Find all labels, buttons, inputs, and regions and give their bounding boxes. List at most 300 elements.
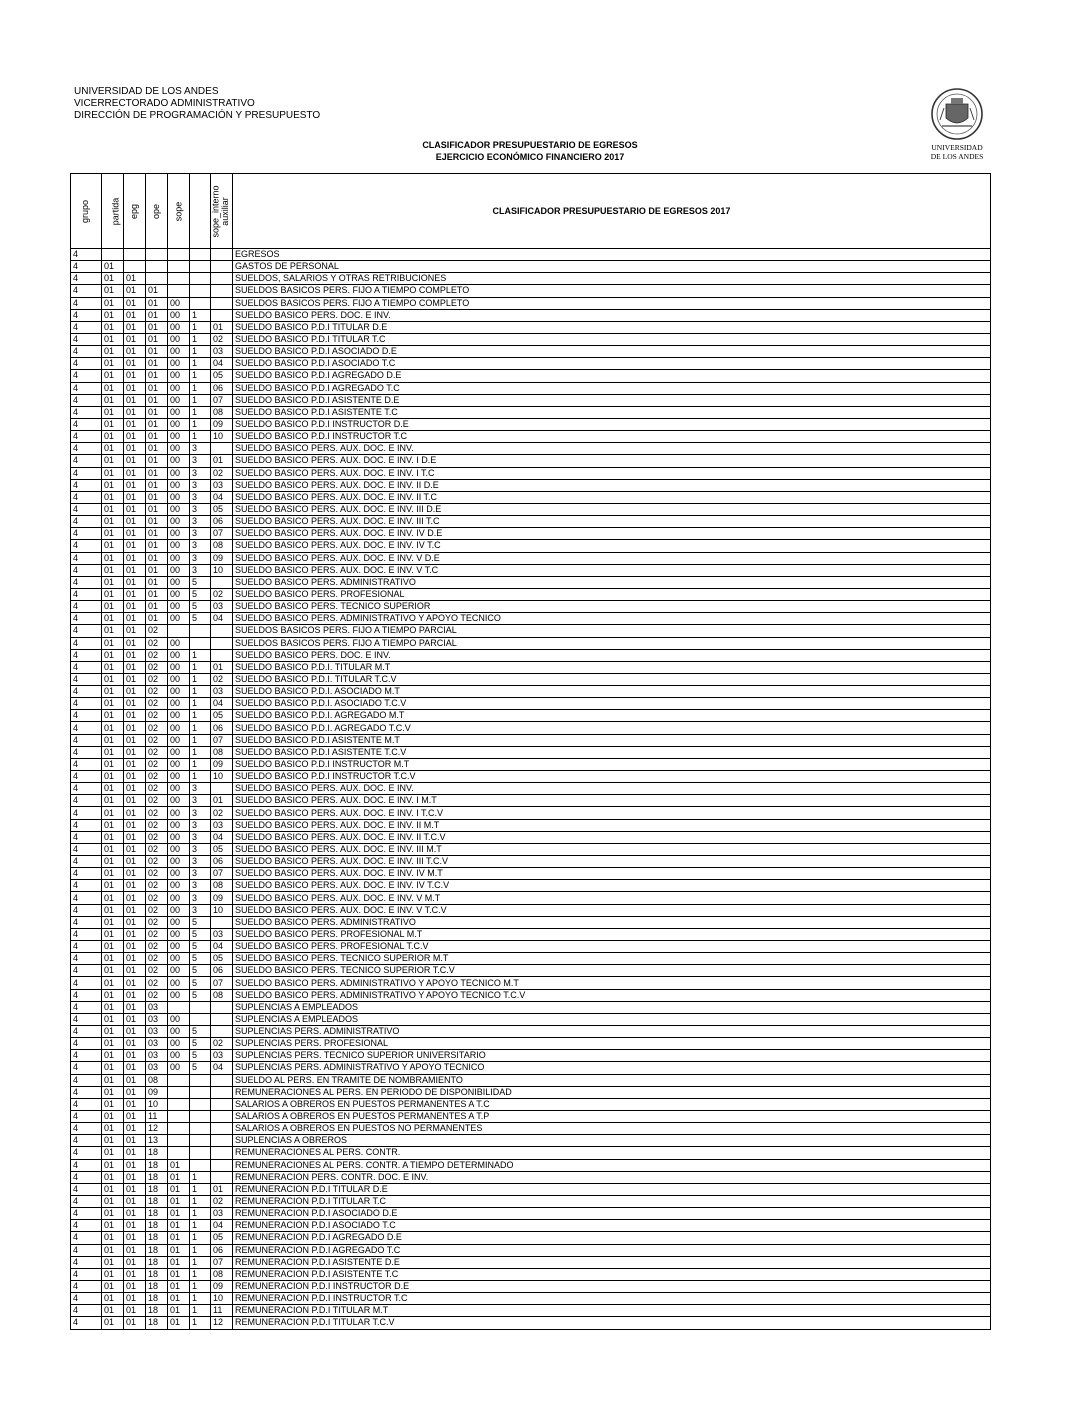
cell-epg: 01	[124, 333, 146, 345]
table-row	[71, 1001, 991, 1013]
cell-epg: 01	[124, 625, 146, 637]
cell-auxiliar: 02	[211, 333, 233, 345]
cell-epg: 01	[124, 1208, 146, 1220]
cell-auxiliar	[211, 285, 233, 297]
cell-auxiliar	[211, 1123, 233, 1135]
cell-auxiliar	[211, 249, 233, 261]
cell-epg: 01	[124, 1062, 146, 1074]
cell-description: SUPLENCIAS A EMPLEADOS	[233, 1001, 991, 1013]
cell-partida: 01	[102, 843, 124, 855]
cell-auxiliar	[211, 1147, 233, 1159]
cell-sope-interno: 1	[190, 686, 211, 698]
table-row	[71, 613, 991, 625]
cell-sope-interno: 1	[190, 734, 211, 746]
cell-sope-interno: 3	[190, 783, 211, 795]
cell-description: SUELDO BASICO PERS. ADMINISTRATIVO Y APOYO TECNICO	[233, 613, 991, 625]
cell-ope: 01	[146, 588, 168, 600]
cell-grupo: 4	[71, 1195, 102, 1207]
cell-sope: 00	[168, 443, 190, 455]
cell-sope: 00	[168, 734, 190, 746]
cell-sope: 00	[168, 576, 190, 588]
cell-epg: 01	[124, 1232, 146, 1244]
cell-partida: 01	[102, 1013, 124, 1025]
cell-partida: 01	[102, 491, 124, 503]
cell-partida: 01	[102, 564, 124, 576]
cell-grupo: 4	[71, 868, 102, 880]
cell-grupo: 4	[71, 333, 102, 345]
cell-auxiliar	[211, 1159, 233, 1171]
cell-epg: 01	[124, 613, 146, 625]
cell-epg: 01	[124, 710, 146, 722]
cell-epg: 01	[124, 309, 146, 321]
document-title-line2: EJERCICIO ECONÓMICO FINANCIERO 2017	[435, 152, 625, 162]
cell-epg: 01	[124, 965, 146, 977]
cell-sope: 00	[168, 843, 190, 855]
cell-description: REMUNERACION P.D.I TITULAR T.C.V	[233, 1317, 991, 1329]
cell-description: REMUNERACION P.D.I INSTRUCTOR D.E	[233, 1280, 991, 1292]
cell-sope-interno: 1	[190, 1220, 211, 1232]
table-row	[71, 977, 991, 989]
cell-auxiliar: 01	[211, 661, 233, 673]
cell-partida: 01	[102, 722, 124, 734]
cell-partida: 01	[102, 540, 124, 552]
cell-auxiliar: 07	[211, 528, 233, 540]
cell-description: SUELDOS BASICOS PERS. FIJO A TIEMPO PARCIAL	[233, 637, 991, 649]
cell-ope: 03	[146, 1038, 168, 1050]
cell-auxiliar: 08	[211, 880, 233, 892]
cell-grupo: 4	[71, 1280, 102, 1292]
cell-ope: 01	[146, 418, 168, 430]
table-row	[71, 588, 991, 600]
cell-sope-interno: 3	[190, 528, 211, 540]
cell-auxiliar: 11	[211, 1305, 233, 1317]
cell-description: SUELDO BASICO PERS. AUX. DOC. E INV. II D.E	[233, 479, 991, 491]
cell-auxiliar: 02	[211, 1038, 233, 1050]
table-row	[71, 516, 991, 528]
cell-epg: 01	[124, 1098, 146, 1110]
cell-auxiliar	[211, 1001, 233, 1013]
cell-sope: 01	[168, 1244, 190, 1256]
cell-ope: 18	[146, 1256, 168, 1268]
cell-sope	[168, 1074, 190, 1086]
cell-ope: 02	[146, 989, 168, 1001]
table-row	[71, 661, 991, 673]
cell-ope: 01	[146, 564, 168, 576]
cell-ope: 13	[146, 1135, 168, 1147]
cell-partida: 01	[102, 1098, 124, 1110]
cell-epg: 01	[124, 649, 146, 661]
table-row	[71, 1074, 991, 1086]
cell-epg: 01	[124, 443, 146, 455]
cell-description: SUELDO BASICO PERS. PROFESIONAL	[233, 588, 991, 600]
cell-sope: 00	[168, 941, 190, 953]
cell-partida: 01	[102, 1026, 124, 1038]
cell-sope: 01	[168, 1195, 190, 1207]
cell-grupo: 4	[71, 1074, 102, 1086]
cell-partida: 01	[102, 673, 124, 685]
cell-sope-interno: 3	[190, 503, 211, 515]
cell-sope: 01	[168, 1317, 190, 1329]
cell-ope: 02	[146, 819, 168, 831]
cell-sope-interno: 3	[190, 880, 211, 892]
table-row	[71, 1086, 991, 1098]
cell-auxiliar: 02	[211, 807, 233, 819]
cell-sope-interno: 1	[190, 370, 211, 382]
cell-ope: 12	[146, 1123, 168, 1135]
cell-description: SUELDO BASICO P.D.I. AGREGADO M.T	[233, 710, 991, 722]
cell-description: SUELDO BASICO P.D.I. ASOCIADO T.C.V	[233, 698, 991, 710]
cell-partida: 01	[102, 406, 124, 418]
cell-auxiliar: 03	[211, 686, 233, 698]
cell-grupo: 4	[71, 698, 102, 710]
cell-epg: 01	[124, 1050, 146, 1062]
cell-sope: 00	[168, 746, 190, 758]
cell-sope-interno: 1	[190, 431, 211, 443]
cell-auxiliar: 09	[211, 418, 233, 430]
cell-description: SUELDO BASICO PERS. AUX. DOC. E INV. II M.T	[233, 819, 991, 831]
cell-sope-interno: 3	[190, 540, 211, 552]
cell-partida: 01	[102, 795, 124, 807]
cell-auxiliar: 10	[211, 431, 233, 443]
cell-grupo: 4	[71, 1305, 102, 1317]
cell-grupo: 4	[71, 491, 102, 503]
table-row	[71, 261, 991, 273]
cell-sope-interno: 5	[190, 916, 211, 928]
cell-sope: 00	[168, 613, 190, 625]
cell-partida: 01	[102, 637, 124, 649]
cell-epg: 01	[124, 928, 146, 940]
cell-description: SUELDO BASICO PERS. PROFESIONAL M.T	[233, 928, 991, 940]
cell-sope-interno	[190, 1123, 211, 1135]
cell-grupo: 4	[71, 710, 102, 722]
cell-partida: 01	[102, 358, 124, 370]
cell-description: REMUNERACION P.D.I TITULAR M.T	[233, 1305, 991, 1317]
cell-sope-interno	[190, 273, 211, 285]
cell-partida: 01	[102, 1183, 124, 1195]
cell-ope: 18	[146, 1208, 168, 1220]
cell-partida: 01	[102, 455, 124, 467]
cell-auxiliar: 05	[211, 370, 233, 382]
cell-auxiliar: 04	[211, 358, 233, 370]
cell-sope-interno	[190, 637, 211, 649]
cell-ope: 18	[146, 1147, 168, 1159]
cell-auxiliar: 10	[211, 1293, 233, 1305]
cell-sope-interno: 1	[190, 394, 211, 406]
cell-sope	[168, 285, 190, 297]
table-row	[71, 892, 991, 904]
cell-grupo: 4	[71, 807, 102, 819]
cell-sope: 00	[168, 661, 190, 673]
cell-sope-interno: 5	[190, 941, 211, 953]
cell-epg: 01	[124, 588, 146, 600]
cell-grupo: 4	[71, 916, 102, 928]
cell-epg: 01	[124, 273, 146, 285]
cell-partida: 01	[102, 443, 124, 455]
cell-sope-interno: 3	[190, 443, 211, 455]
cell-epg: 01	[124, 1013, 146, 1025]
cell-description: REMUNERACION P.D.I ASOCIADO T.C	[233, 1220, 991, 1232]
cell-sope: 00	[168, 601, 190, 613]
cell-sope-interno: 1	[190, 710, 211, 722]
cell-grupo: 4	[71, 783, 102, 795]
cell-sope: 00	[168, 1026, 190, 1038]
table-row	[71, 1062, 991, 1074]
cell-ope: 18	[146, 1183, 168, 1195]
cell-auxiliar: 03	[211, 1050, 233, 1062]
cell-description: SUELDO BASICO PERS. AUX. DOC. E INV. II T.C	[233, 491, 991, 503]
cell-partida: 01	[102, 479, 124, 491]
cell-auxiliar: 04	[211, 1220, 233, 1232]
cell-auxiliar: 08	[211, 406, 233, 418]
cell-epg: 01	[124, 637, 146, 649]
cell-grupo: 4	[71, 503, 102, 515]
cell-sope-interno: 1	[190, 418, 211, 430]
cell-description: SALARIOS A OBREROS EN PUESTOS NO PERMANENTES	[233, 1123, 991, 1135]
cell-partida: 01	[102, 346, 124, 358]
cell-ope: 18	[146, 1232, 168, 1244]
cell-grupo: 4	[71, 831, 102, 843]
document-title	[70, 139, 990, 163]
table-row	[71, 673, 991, 685]
cell-sope: 00	[168, 965, 190, 977]
column-header-partida: partida	[102, 174, 124, 249]
cell-grupo: 4	[71, 1135, 102, 1147]
cell-sope	[168, 1001, 190, 1013]
cell-partida: 01	[102, 965, 124, 977]
table-row	[71, 1232, 991, 1244]
table-row	[71, 576, 991, 588]
cell-ope: 02	[146, 892, 168, 904]
cell-ope: 02	[146, 807, 168, 819]
institution-header	[74, 86, 320, 122]
cell-ope: 01	[146, 528, 168, 540]
cell-sope: 00	[168, 552, 190, 564]
cell-description: SUELDO BASICO P.D.I AGREGADO T.C	[233, 382, 991, 394]
cell-epg: 01	[124, 1268, 146, 1280]
cell-grupo: 4	[71, 977, 102, 989]
cell-sope-interno: 3	[190, 564, 211, 576]
cell-ope: 18	[146, 1220, 168, 1232]
cell-epg: 01	[124, 601, 146, 613]
cell-description: EGRESOS	[233, 249, 991, 261]
cell-ope: 18	[146, 1195, 168, 1207]
table-row	[71, 904, 991, 916]
table-row	[71, 649, 991, 661]
cell-epg: 01	[124, 698, 146, 710]
cell-partida: 01	[102, 686, 124, 698]
cell-epg	[124, 249, 146, 261]
cell-grupo: 4	[71, 443, 102, 455]
cell-sope: 01	[168, 1293, 190, 1305]
column-header-grupo: grupo	[71, 174, 102, 249]
cell-description: SUELDO BASICO P.D.I. TITULAR M.T	[233, 661, 991, 673]
cell-epg: 01	[124, 746, 146, 758]
cell-description: SUELDO BASICO PERS. AUX. DOC. E INV. II T.C.V	[233, 831, 991, 843]
cell-sope: 00	[168, 564, 190, 576]
cell-sope: 00	[168, 904, 190, 916]
cell-sope: 00	[168, 1038, 190, 1050]
cell-epg: 01	[124, 1220, 146, 1232]
cell-sope	[168, 1086, 190, 1098]
cell-ope: 01	[146, 601, 168, 613]
cell-partida: 01	[102, 1123, 124, 1135]
cell-auxiliar: 04	[211, 698, 233, 710]
cell-partida: 01	[102, 516, 124, 528]
cell-partida: 01	[102, 916, 124, 928]
cell-ope: 03	[146, 1050, 168, 1062]
cell-partida: 01	[102, 1110, 124, 1122]
column-header-sope-interno: sope_interno	[190, 174, 211, 249]
cell-auxiliar: 06	[211, 516, 233, 528]
cell-ope: 02	[146, 795, 168, 807]
cell-sope-interno: 1	[190, 1268, 211, 1280]
cell-description: SUELDO BASICO PERS. AUX. DOC. E INV. I T.C	[233, 467, 991, 479]
cell-ope: 02	[146, 904, 168, 916]
cell-description: REMUNERACION P.D.I ASOCIADO D.E	[233, 1208, 991, 1220]
cell-ope: 03	[146, 1026, 168, 1038]
cell-sope-interno	[190, 261, 211, 273]
cell-sope: 00	[168, 928, 190, 940]
table-row	[71, 1305, 991, 1317]
cell-description: SUELDO BASICO PERS. AUX. DOC. E INV. III M.T	[233, 843, 991, 855]
cell-grupo: 4	[71, 1171, 102, 1183]
cell-partida: 01	[102, 1220, 124, 1232]
cell-grupo: 4	[71, 1147, 102, 1159]
cell-grupo: 4	[71, 1293, 102, 1305]
cell-epg: 01	[124, 661, 146, 673]
cell-description: SUELDO BASICO PERS. ADMINISTRATIVO Y APOYO TECNICO T.C.V	[233, 989, 991, 1001]
table-row	[71, 1098, 991, 1110]
cell-ope: 03	[146, 1013, 168, 1025]
cell-sope-interno: 1	[190, 1208, 211, 1220]
cell-sope: 01	[168, 1220, 190, 1232]
cell-sope-interno: 3	[190, 843, 211, 855]
table-row	[71, 1110, 991, 1122]
cell-description: SUELDO BASICO PERS. AUX. DOC. E INV. IV D.E	[233, 528, 991, 540]
cell-grupo: 4	[71, 856, 102, 868]
cell-auxiliar	[211, 916, 233, 928]
cell-auxiliar: 10	[211, 771, 233, 783]
cell-auxiliar: 10	[211, 904, 233, 916]
cell-grupo: 4	[71, 819, 102, 831]
table-row	[71, 1208, 991, 1220]
cell-auxiliar: 04	[211, 1062, 233, 1074]
cell-epg: 01	[124, 953, 146, 965]
cell-epg: 01	[124, 1026, 146, 1038]
cell-sope-interno: 5	[190, 977, 211, 989]
cell-ope: 01	[146, 479, 168, 491]
cell-sope-interno: 1	[190, 1317, 211, 1329]
cell-epg: 01	[124, 1135, 146, 1147]
cell-epg: 01	[124, 358, 146, 370]
cell-sope: 00	[168, 710, 190, 722]
cell-epg: 01	[124, 1317, 146, 1329]
cell-grupo: 4	[71, 965, 102, 977]
cell-ope: 09	[146, 1086, 168, 1098]
cell-ope: 01	[146, 576, 168, 588]
cell-grupo: 4	[71, 613, 102, 625]
cell-sope: 00	[168, 1062, 190, 1074]
cell-grupo: 4	[71, 394, 102, 406]
cell-grupo: 4	[71, 637, 102, 649]
cell-sope-interno: 1	[190, 358, 211, 370]
cell-epg: 01	[124, 673, 146, 685]
cell-auxiliar	[211, 576, 233, 588]
document-title-line1: CLASIFICADOR PRESUPUESTARIO DE EGRESOS	[422, 140, 638, 150]
cell-description: SUPLENCIAS A EMPLEADOS	[233, 1013, 991, 1025]
cell-sope: 00	[168, 455, 190, 467]
cell-sope: 00	[168, 686, 190, 698]
column-header-sope: sope	[168, 174, 190, 249]
cell-description: SUELDO BASICO PERS. TECNICO SUPERIOR T.C.V	[233, 965, 991, 977]
cell-sope: 00	[168, 321, 190, 333]
cell-description: SUELDO BASICO PERS. AUX. DOC. E INV. V T.C	[233, 564, 991, 576]
cell-grupo: 4	[71, 455, 102, 467]
cell-sope-interno: 1	[190, 1195, 211, 1207]
cell-description: SUELDO AL PERS. EN TRAMITE DE NOMBRAMIENTO	[233, 1074, 991, 1086]
cell-ope: 02	[146, 673, 168, 685]
cell-grupo: 4	[71, 1123, 102, 1135]
cell-ope: 02	[146, 916, 168, 928]
cell-grupo: 4	[71, 1268, 102, 1280]
cell-sope: 00	[168, 807, 190, 819]
cell-description: SUELDO BASICO PERS. TECNICO SUPERIOR	[233, 601, 991, 613]
cell-grupo: 4	[71, 1026, 102, 1038]
cell-sope-interno: 1	[190, 1256, 211, 1268]
cell-partida: 01	[102, 1280, 124, 1292]
cell-partida: 01	[102, 625, 124, 637]
cell-ope: 02	[146, 856, 168, 868]
table-row	[71, 698, 991, 710]
cell-grupo: 4	[71, 625, 102, 637]
table-row	[71, 807, 991, 819]
cell-grupo: 4	[71, 1317, 102, 1329]
cell-auxiliar	[211, 1074, 233, 1086]
cell-auxiliar: 08	[211, 540, 233, 552]
table-row	[71, 309, 991, 321]
cell-sope: 00	[168, 916, 190, 928]
column-header-description: CLASIFICADOR PRESUPUESTARIO DE EGRESOS 2017	[233, 174, 991, 249]
cell-sope: 00	[168, 673, 190, 685]
cell-sope-interno: 1	[190, 382, 211, 394]
cell-sope-interno: 5	[190, 965, 211, 977]
cell-sope-interno: 1	[190, 746, 211, 758]
cell-auxiliar: 09	[211, 758, 233, 770]
table-body	[71, 249, 991, 1330]
cell-ope: 02	[146, 625, 168, 637]
cell-auxiliar: 06	[211, 856, 233, 868]
cell-description: SUELDO BASICO P.D.I INSTRUCTOR M.T	[233, 758, 991, 770]
table-row	[71, 1050, 991, 1062]
cell-sope: 00	[168, 1013, 190, 1025]
table-row	[71, 321, 991, 333]
cell-grupo: 4	[71, 941, 102, 953]
table-row	[71, 1244, 991, 1256]
institution-name: UNIVERSIDAD DE LOS ANDES	[74, 86, 219, 97]
cell-sope-interno	[190, 249, 211, 261]
cell-partida: 01	[102, 1317, 124, 1329]
cell-epg: 01	[124, 831, 146, 843]
cell-sope: 00	[168, 831, 190, 843]
cell-sope-interno: 3	[190, 904, 211, 916]
cell-grupo: 4	[71, 1086, 102, 1098]
table-row	[71, 795, 991, 807]
cell-ope: 02	[146, 843, 168, 855]
cell-grupo: 4	[71, 552, 102, 564]
cell-sope-interno: 5	[190, 989, 211, 1001]
cell-auxiliar	[211, 1135, 233, 1147]
cell-ope: 03	[146, 1062, 168, 1074]
